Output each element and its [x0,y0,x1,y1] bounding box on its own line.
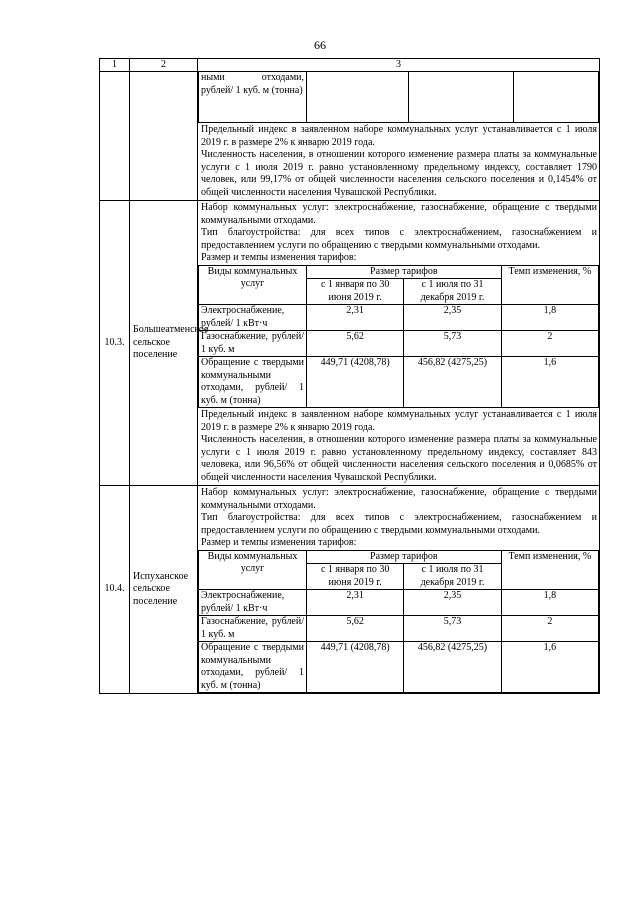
service-name: Электроснабжение, рублей/ 1 кВт·ч [199,305,307,331]
change-rate: 1,6 [501,357,598,408]
th-jan-jun: с 1 января по 30 июня 2019 г. [307,564,404,590]
section-number: 10.4. [100,486,130,694]
tariff-size-title: Размер и темпы изменения тарифов: [201,252,357,263]
change-rate: 1,8 [501,590,598,616]
column-header-2: 2 [130,59,198,72]
continuation-row [100,72,600,201]
column-header-1: 1 [100,59,130,72]
tariff-jan: 2,31 [307,305,404,331]
change-rate: 2 [501,616,598,642]
service-name: Обращение с твердыми коммунальными отходами, рублей/ 1 куб. м (тонна) [199,357,307,408]
continuation-service-name: ными отходами, рублей/ 1 куб. м (тонна) [199,72,307,123]
tariff-jan: 2,31 [307,590,404,616]
section-number: 10.3. [100,201,130,486]
change-rate: 1,6 [501,642,598,693]
tariff-jul: 5,73 [404,331,501,357]
improvement-type-text: Тип благоустройства: для всех типов с электроснабжением, газоснабжением и предоставлением услуги по обращению с твердыми коммунальными отходами. [201,512,597,536]
index-text: Предельный индекс в заявленном наборе коммунальных услуг устанавливается с 1 июля 2019 г. в размере 2% к январю 2019 года. [201,409,597,433]
tariff-jul: 456,82 (4275,25) [404,357,501,408]
tariff-table [99,58,600,694]
table-row [199,642,599,693]
section-tariff-table [198,265,599,409]
services-set-text: Набор коммунальных услуг: электроснабжение, газоснабжение, обращение с твердыми коммунальными отходами. [201,487,597,511]
tariff-jan: 5,62 [307,616,404,642]
column-header-3: 3 [198,59,600,72]
th-change-rate: Темп изменения, % [501,550,598,590]
page-number: 66 [314,38,326,52]
th-jul-dec: с 1 июля по 31 декабря 2019 г. [404,279,501,305]
service-name: Газоснабжение, рублей/ 1 куб. м [199,616,307,642]
continuation-index-text: Предельный индекс в заявленном наборе коммунальных услуг устанавливается с 1 июля 2019 г. в размере 2% к январю 2019 года. [201,124,597,148]
th-change-rate: Темп изменения, % [501,265,598,305]
service-name: Электроснабжение, рублей/ 1 кВт·ч [199,590,307,616]
th-jan-jun: с 1 января по 30 июня 2019 г. [307,279,404,305]
table-row [199,590,599,616]
tariff-jul: 456,82 (4275,25) [404,642,501,693]
th-service-kinds: Виды коммунальных услуг [199,550,307,590]
th-jul-dec: с 1 июля по 31 декабря 2019 г. [404,564,501,590]
th-tariff-size: Размер тарифов [307,550,502,564]
tariff-jan: 449,71 (4208,78) [307,642,404,693]
continuation-tariff-table [198,72,599,123]
column-header-row [100,59,600,72]
tariff-jul: 2,35 [404,590,501,616]
table-row [199,331,599,357]
municipality-name: Испуханское сельское поселение [130,486,198,694]
table-row [199,616,599,642]
table-row [199,357,599,408]
tariff-size-title: Размер и темпы изменения тарифов: [201,537,357,548]
table-row [199,305,599,331]
section-tariff-table [198,550,599,694]
tariff-jan: 449,71 (4208,78) [307,357,404,408]
th-tariff-size: Размер тарифов [307,265,502,279]
municipality-name: Большеатменское сельское поселение [130,201,198,486]
section-row-10-3 [100,201,600,486]
improvement-type-text: Тип благоустройства: для всех типов с электроснабжением, газоснабжением и предоставлением услуги по обращению с твердыми коммунальными отходами. [201,227,597,251]
change-rate: 1,8 [501,305,598,331]
tariff-jan: 5,62 [307,331,404,357]
change-rate: 2 [501,331,598,357]
services-set-text: Набор коммунальных услуг: электроснабжение, газоснабжение, обращение с твердыми коммунальными отходами. [201,202,597,226]
continuation-population-text: Численность населения, в отношении которого изменение размера платы за коммунальные услуги с 1 июля 2019 г. равно установленному предельному индексу, составляет 1790 человек, или 99,17% от общей численности населения сельского поселения и 0,1454% от общей численности населения Чувашской Республики. [201,149,597,198]
tariff-jul: 5,73 [404,616,501,642]
th-service-kinds: Виды коммунальных услуг [199,265,307,305]
population-text: Численность населения, в отношении которого изменение размера платы за коммунальные услуги с 1 июля 2019 г. равно установленному предельному индексу, составляет 843 человека, или 96,56% от общей численности населения сельского поселения и 0,0685% от общей численности населения Чувашской Республики. [201,434,597,483]
section-row-10-4 [100,486,600,694]
tariff-jul: 2,35 [404,305,501,331]
service-name: Обращение с твердыми коммунальными отходами, рублей/ 1 куб. м (тонна) [199,642,307,693]
service-name: Газоснабжение, рублей/ 1 куб. м [199,331,307,357]
